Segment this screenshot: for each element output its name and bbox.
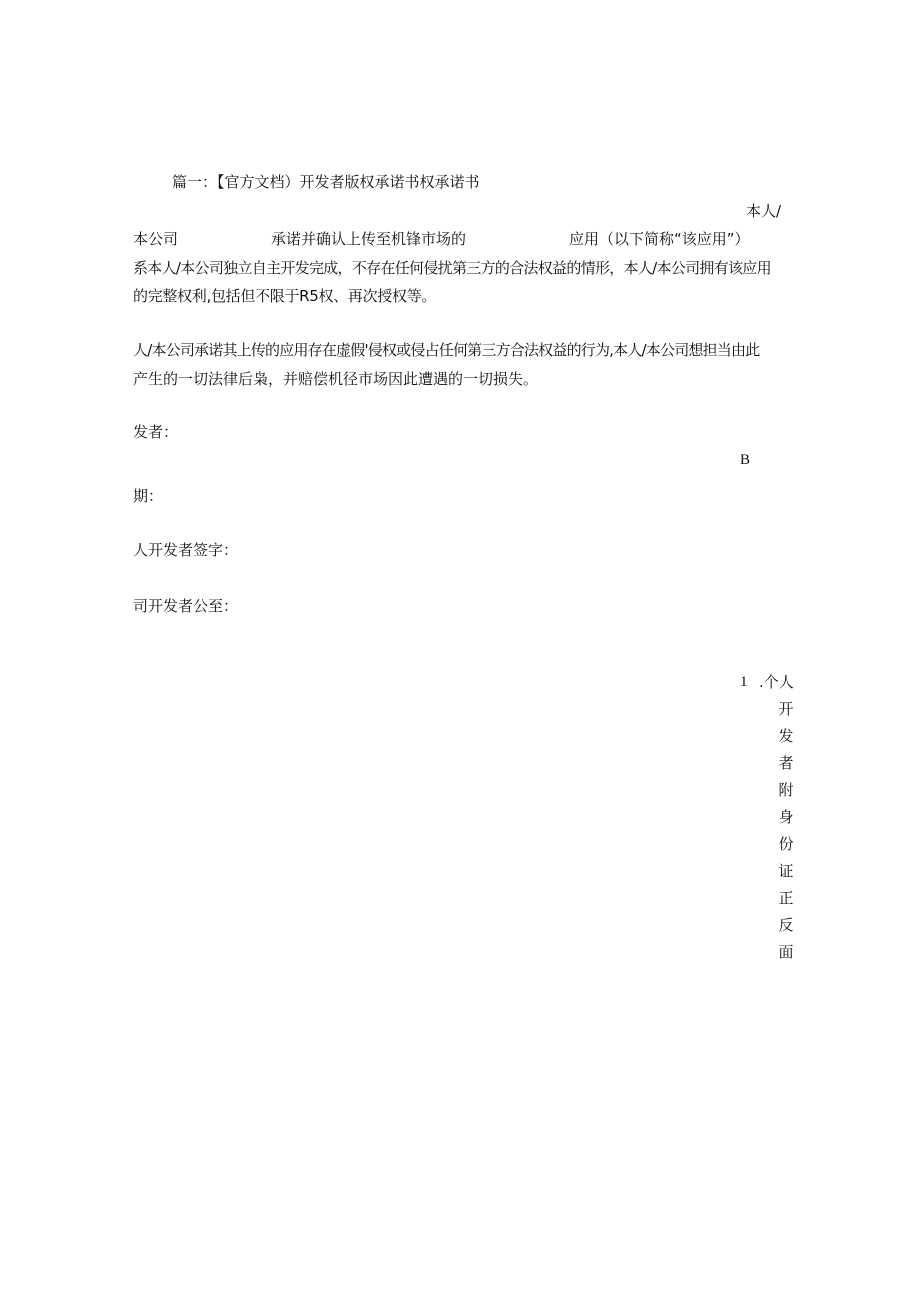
line1-part-b: 承诺并确认上传至机锋市场的 [271, 230, 467, 248]
personal-signature-label: 人开发者签字： [133, 541, 239, 559]
paragraph1-line2: 系本人/本公司独立自主开发完成，不存在任何侵扰第三方的合法权益的情形，本人/本公司拥有该应用 [133, 259, 771, 277]
attachment-char: 发 [778, 727, 794, 745]
company-seal-label: 司开发者公至： [133, 597, 239, 615]
developer-label: 发者： [133, 423, 179, 441]
attachment-char: 反 [778, 916, 794, 934]
line1-part-c: 应用（以下简称“该应用”） [569, 230, 750, 248]
paragraph1-line3: 的完整权利,包括但不限于R5权、再次授权等。 [133, 287, 437, 305]
attachment-char: 份 [778, 835, 794, 853]
paragraph2-line2: 产生的一切法律后枭，并赔偿机径市场因此遭遇的一切损失。 [133, 370, 539, 388]
attachment-char: 开 [778, 700, 794, 718]
attachment-char: 者 [778, 754, 794, 772]
header-right-text: 本人/ [746, 202, 782, 220]
attachment-char: 证 [778, 862, 794, 880]
attachment-char: 正 [778, 889, 794, 907]
date-label: 期： [133, 487, 164, 505]
attachment-first-line: .个人 [759, 673, 794, 691]
attachment-char: 身 [778, 808, 794, 826]
attachment-number: 1 [740, 674, 748, 690]
line1-part-a: 本公司 [133, 230, 179, 248]
paragraph2-line1: 人/本公司承诺其上传的应用存在虚假'侵权或侵占任何第三方合法权益的行为,本人/本公司想担当由此 [133, 341, 760, 359]
attachment-char: 面 [778, 943, 794, 961]
document-title: 篇一：【官方文档）开发者版权承诺书权承诺书 [172, 173, 480, 191]
attachment-char: 附 [778, 781, 794, 799]
right-mark: B [740, 452, 751, 468]
